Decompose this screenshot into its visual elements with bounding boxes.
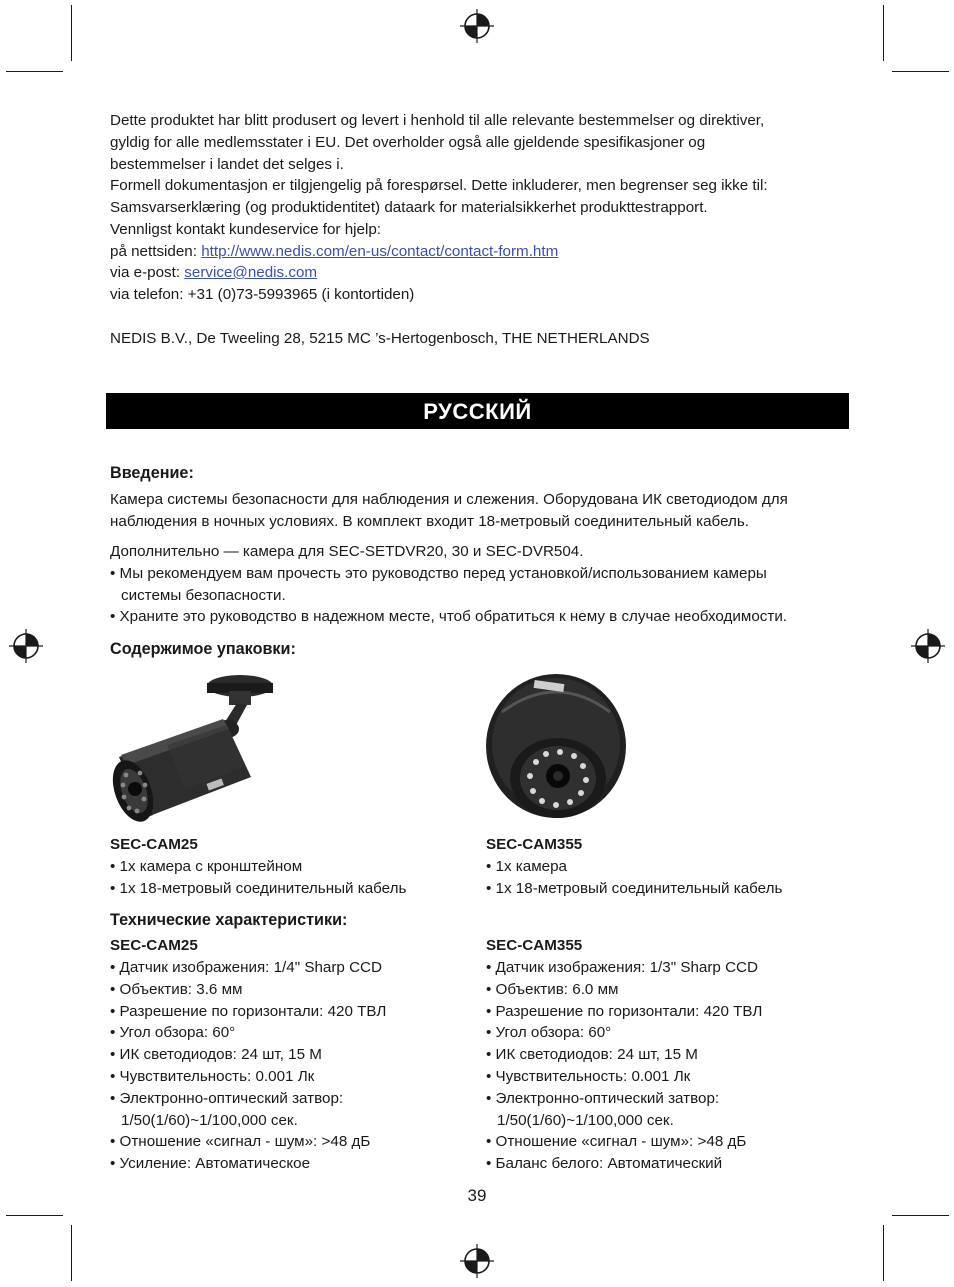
- norwegian-text-line: Samsvarserklæring (og produktidentitet) dataark for materialsikkerhet produkttestrapport.: [110, 199, 708, 216]
- norwegian-text-line: Formell dokumentasjon er tilgjengelig på forespørsel. Dette inkluderer, men begrenser seg ikke til:: [110, 177, 768, 194]
- dome-camera-image: [484, 672, 630, 824]
- registration-mark-icon: [460, 9, 494, 43]
- specs-left-line: • Разрешение по горизонтали: 420 ТВЛ: [110, 1003, 387, 1020]
- email-line: [110, 264, 317, 281]
- crop-mark: [883, 5, 884, 61]
- specs-left-line: 1/50(1/60)~1/100,000 сек.: [121, 1112, 298, 1129]
- email-label: via e-post:: [110, 264, 185, 281]
- specs-left-line: • Электронно-оптический затвор:: [110, 1090, 344, 1107]
- specs-right-line: • Чувствительность: 0.001 Лк: [486, 1068, 691, 1085]
- specs-left-line: • Чувствительность: 0.001 Лк: [110, 1068, 315, 1085]
- specs-left-line: • Датчик изображения: 1/4" Sharp CCD: [110, 959, 382, 976]
- norwegian-text-line: Vennligst kontakt kundeservice for hjelp:: [110, 221, 382, 238]
- specs-right-line: • Отношение «сигнал - шум»: >48 дБ: [486, 1133, 747, 1150]
- specs-left-line: • ИК светодиодов: 24 шт, 15 М: [110, 1046, 322, 1063]
- specs-left-line: • Объектив: 3.6 мм: [110, 981, 243, 998]
- norwegian-text-line: gyldig for alle medlemsstater i EU. Det overholder også alle gjeldende spesifikasjoner og: [110, 134, 706, 151]
- specs-right-line: 1/50(1/60)~1/100,000 сек.: [497, 1112, 674, 1129]
- specs-right-line: • Угол обзора: 60°: [486, 1024, 612, 1041]
- specs-left-line: • Усиление: Автоматическое: [110, 1155, 311, 1172]
- registration-mark-icon: [460, 1244, 494, 1278]
- package-right-item: • 1x камера: [486, 858, 568, 875]
- crop-mark: [71, 5, 72, 61]
- norwegian-text-line: Dette produktet har blitt produsert og levert i henhold til alle relevante bestemmelser og direktiver,: [110, 112, 765, 129]
- registration-mark-icon: [9, 629, 43, 663]
- crop-mark: [892, 71, 949, 72]
- website-line: [110, 243, 558, 260]
- specs-right-line: • Датчик изображения: 1/3" Sharp CCD: [486, 959, 758, 976]
- email-link[interactable]: service@nedis.com: [184, 264, 318, 281]
- intro-text-line: Камера системы безопасности для наблюдения и слежения. Оборудована ИК светодиодом для: [110, 491, 788, 508]
- specs-right-line: • Объектив: 6.0 мм: [486, 981, 619, 998]
- package-heading: Содержимое упаковки:: [110, 640, 296, 658]
- package-left-item: • 1x 18-метровый соединительный кабель: [110, 880, 407, 897]
- specs-right-line: • Баланс белого: Автоматический: [486, 1155, 723, 1172]
- specs-right-model: SEC-CAM355: [486, 937, 583, 954]
- intro-bullet: • Мы рекомендуем вам прочесть это руководство перед установкой/использованием камеры: [110, 565, 767, 582]
- intro-text-line: наблюдения в ночных условиях. В комплект входит 18-метровый соединительный кабель.: [110, 513, 750, 530]
- intro-bullet-continued: системы безопасности.: [121, 587, 286, 604]
- crop-mark: [71, 1225, 72, 1281]
- phone-line: via telefon: +31 (0)73-5993965 (i kontortiden): [110, 286, 415, 303]
- crop-mark: [6, 1215, 63, 1216]
- bullet-camera-image: [107, 669, 279, 833]
- specs-right-line: • ИК светодиодов: 24 шт, 15 М: [486, 1046, 698, 1063]
- package-right-model: SEC-CAM355: [486, 836, 583, 853]
- company-address: NEDIS B.V., De Tweeling 28, 5215 MC ’s-Hertogenbosch, THE NETHERLANDS: [110, 330, 650, 347]
- crop-mark: [6, 71, 63, 72]
- package-left-model: SEC-CAM25: [110, 836, 198, 853]
- intro-heading: Введение:: [110, 464, 194, 482]
- website-link[interactable]: http://www.nedis.com/en-us/contact/contact-form.htm: [201, 243, 559, 260]
- specs-left-line: • Отношение «сигнал - шум»: >48 дБ: [110, 1133, 371, 1150]
- specs-left-line: • Угол обзора: 60°: [110, 1024, 236, 1041]
- intro-text-line: Дополнительно — камера для SEC-SETDVR20, 30 и SEC-DVR504.: [110, 543, 584, 560]
- page-number: 39: [467, 1186, 487, 1205]
- crop-mark: [892, 1215, 949, 1216]
- specs-left-model: SEC-CAM25: [110, 937, 198, 954]
- norwegian-text-line: bestemmelser i landet det selges i.: [110, 156, 344, 173]
- package-left-item: • 1x камера с кронштейном: [110, 858, 303, 875]
- crop-mark: [883, 1225, 884, 1281]
- specs-right-line: • Разрешение по горизонтали: 420 ТВЛ: [486, 1003, 763, 1020]
- language-banner: РУССКИЙ: [106, 393, 849, 429]
- specs-heading: Технические характеристики:: [110, 911, 348, 929]
- website-label: på nettsiden:: [110, 243, 202, 260]
- specs-right-line: • Электронно-оптический затвор:: [486, 1090, 720, 1107]
- package-right-item: • 1x 18-метровый соединительный кабель: [486, 880, 783, 897]
- registration-mark-icon: [911, 629, 945, 663]
- intro-bullet: • Храните это руководство в надежном месте, чтоб обратиться к нему в случае необходимости.: [110, 608, 788, 625]
